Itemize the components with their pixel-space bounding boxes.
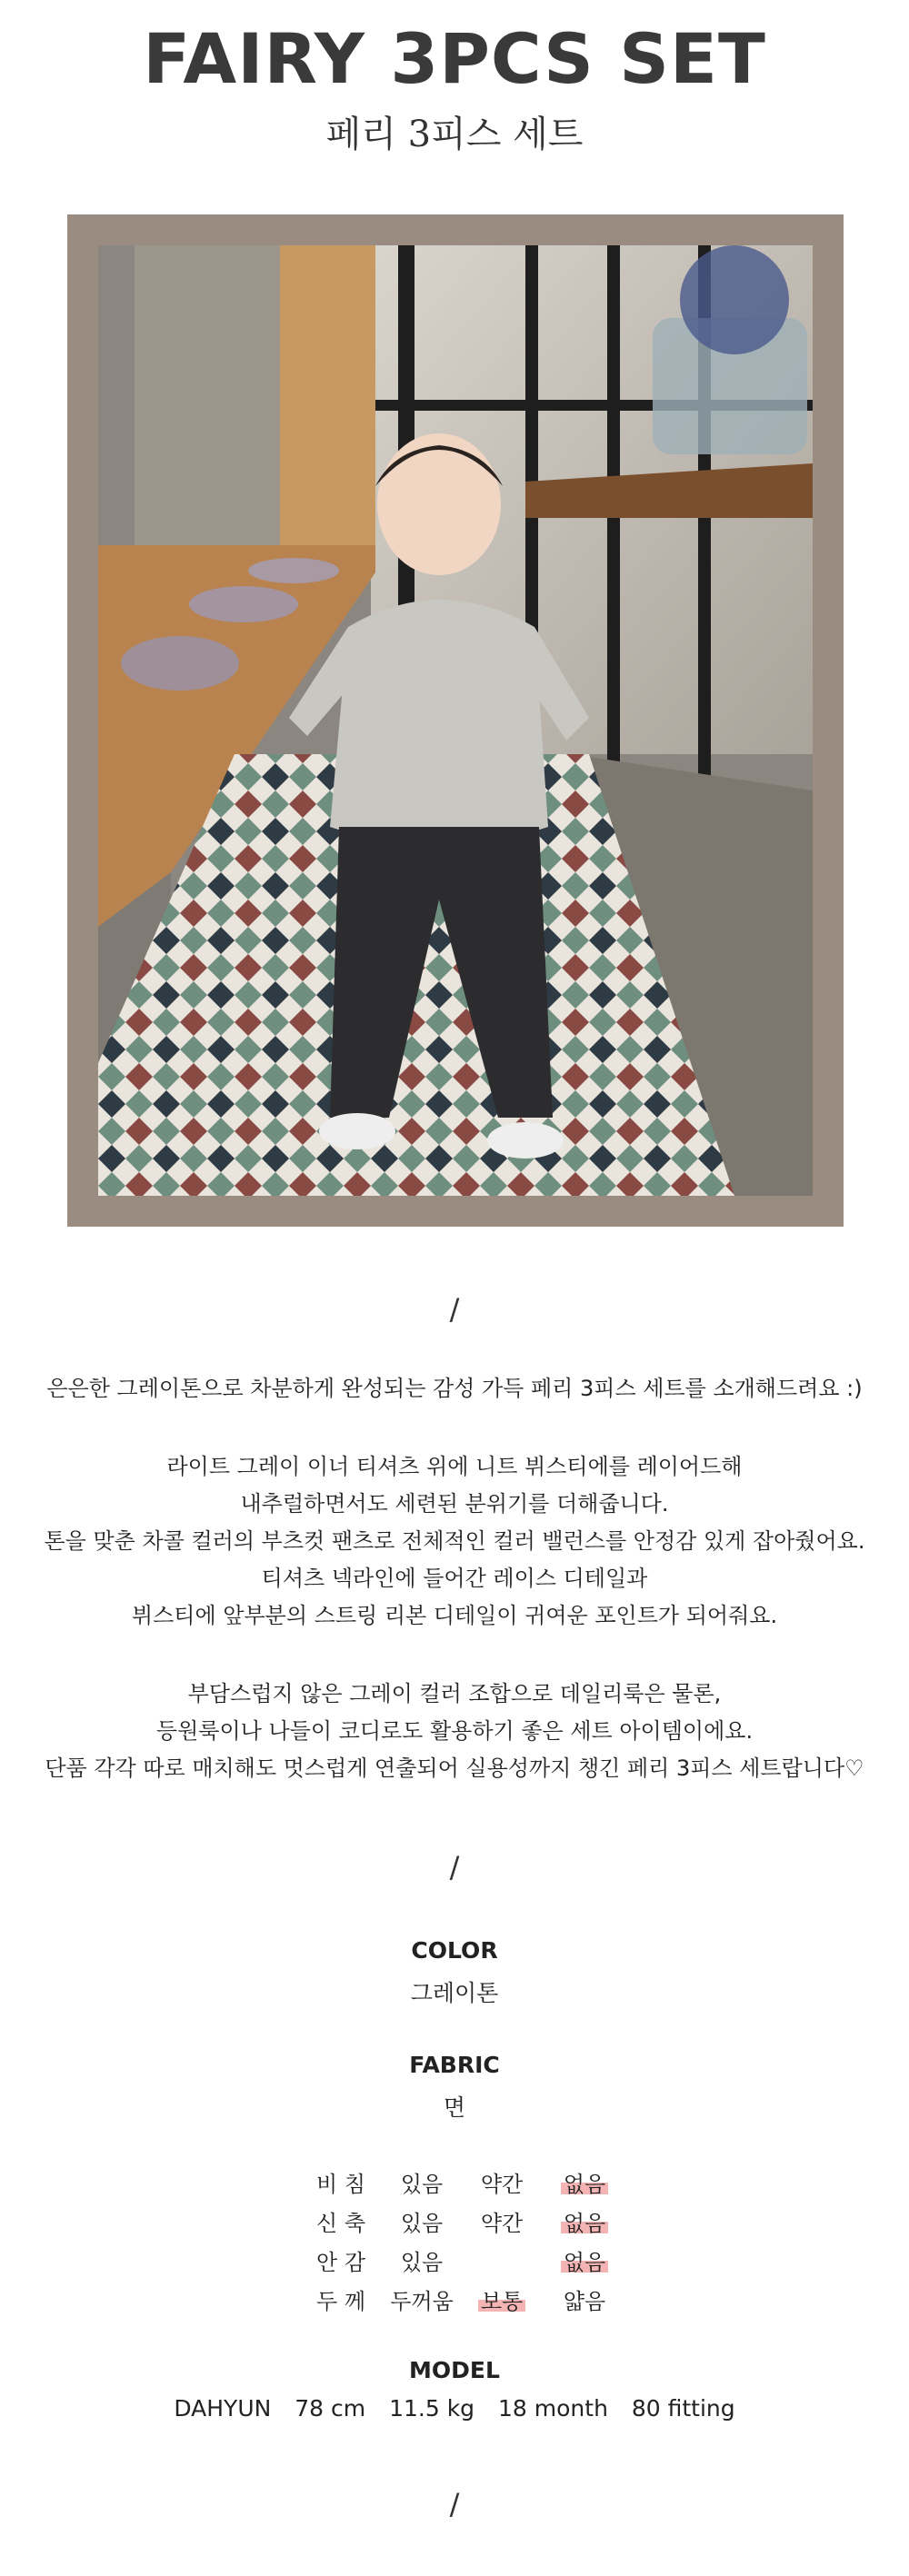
product-photo <box>98 245 813 1196</box>
spec-name: 비 침 <box>316 2172 365 2197</box>
spec-option: 약간 <box>480 2172 524 2197</box>
text-line: 티셔츠 넥라인에 들어간 레이스 디테일과 <box>261 1566 648 1591</box>
spec-option: 두꺼움 <box>390 2289 454 2314</box>
model-label: MODEL <box>409 2357 500 2383</box>
spec-option: 있음 <box>400 2211 444 2236</box>
model-weight: 11.5 kg <box>389 2395 475 2422</box>
spec-name: 안 감 <box>316 2250 365 2275</box>
separator: / <box>449 2487 460 2521</box>
spec-row <box>300 2163 627 2202</box>
text-line: 톤을 맞춘 차콜 컬러의 부츠컷 팬츠로 전체적인 컬러 밸런스를 안정감 있게 잡아줬어요. <box>44 1528 865 1554</box>
spec-option-selected: 없음 <box>561 2166 608 2198</box>
text-line: 단품 각각 따로 매치해도 멋스럽게 연출되어 실용성까지 챙긴 페리 3피스 세트랍니다♡ <box>45 1755 864 1781</box>
spec-name: 두 께 <box>316 2289 365 2314</box>
spec-option: 있음 <box>400 2172 444 2197</box>
color-label: COLOR <box>411 1937 498 1964</box>
model-age: 18 month <box>498 2395 608 2422</box>
spec-option-selected: 보통 <box>478 2283 525 2315</box>
product-subtitle: 페리 3피스 세트 <box>325 114 584 155</box>
spec-option-selected: 없음 <box>561 2205 608 2237</box>
description-paragraph-2 <box>0 1448 909 1635</box>
model-size: 80 fitting <box>631 2395 735 2422</box>
spec-name: 신 축 <box>316 2211 365 2236</box>
separator: / <box>449 1850 460 1885</box>
model-info <box>0 2395 909 2422</box>
spec-row <box>300 2280 627 2319</box>
spec-option: 약간 <box>480 2211 524 2236</box>
text-line: 부담스럽지 않은 그레이 컬러 조합으로 데일리룩은 물론, <box>187 1681 722 1706</box>
intro-text <box>0 1370 909 1407</box>
product-title: FAIRY 3PCS SET <box>143 18 766 99</box>
color-value: 그레이톤 <box>410 1980 499 2006</box>
spec-row <box>300 2202 627 2241</box>
intro-line: 은은한 그레이톤으로 차분하게 완성되는 감성 가득 페리 3피스 세트를 소개해드려요 :) <box>46 1376 863 1401</box>
separator: / <box>449 1292 460 1327</box>
text-line: 뷔스티에 앞부분의 스트링 리본 디테일이 귀여운 포인트가 되어줘요. <box>131 1603 778 1628</box>
spec-option-selected: 없음 <box>561 2244 608 2276</box>
text-line: 등원룩이나 나들이 코디로도 활용하기 좋은 세트 아이템이에요. <box>155 1718 754 1744</box>
spec-option: 얇음 <box>563 2289 606 2314</box>
text-line: 라이트 그레이 이너 티셔츠 위에 니트 뷔스티에를 레이어드해 <box>166 1454 743 1479</box>
fabric-value: 면 <box>443 2094 466 2121</box>
model-height: 78 cm <box>295 2395 366 2422</box>
fabric-label: FABRIC <box>409 2052 500 2078</box>
spec-table <box>300 2163 627 2319</box>
model-name: DAHYUN <box>174 2395 272 2422</box>
description-paragraph-3 <box>0 1676 909 1787</box>
product-photo-frame <box>67 214 844 1227</box>
text-line: 내추럴하면서도 세련된 분위기를 더해줍니다. <box>240 1491 669 1517</box>
spec-option: 있음 <box>400 2250 444 2275</box>
spec-row <box>300 2241 627 2280</box>
